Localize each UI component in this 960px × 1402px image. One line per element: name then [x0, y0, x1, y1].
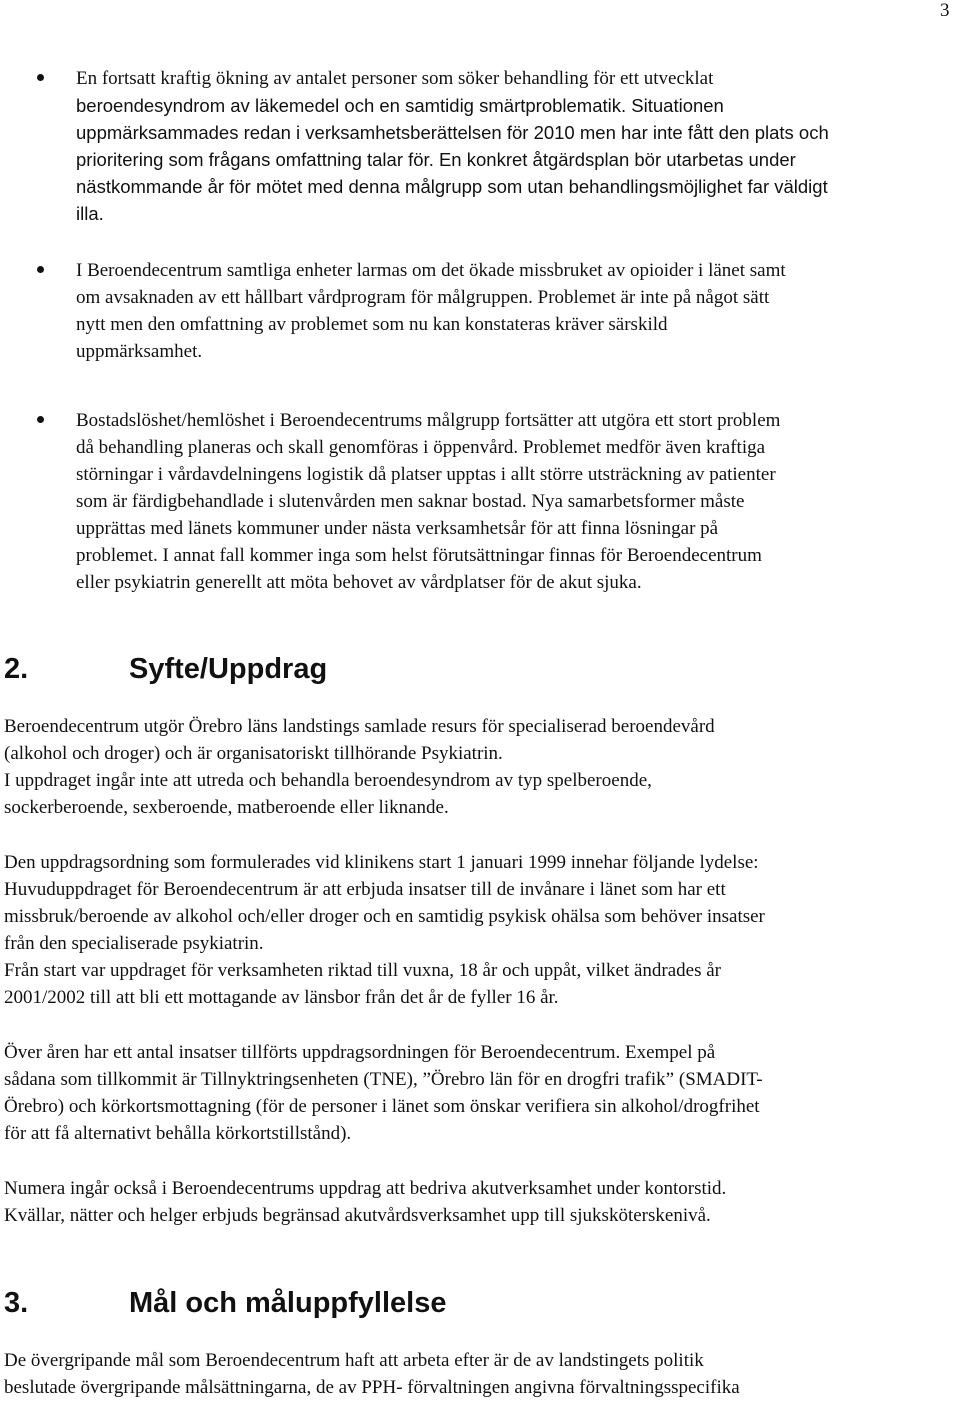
page-number: 3: [940, 0, 950, 21]
text-line: nytt men den omfattning av problemet som nu kan konstateras kräver särskild: [76, 314, 668, 335]
text-line: (alkohol och droger) och är organisatoriskt tillhörande Psykiatrin.: [4, 743, 503, 764]
text-line: Från start var uppdraget för verksamheten riktad till vuxna, 18 år och uppåt, vilket ändrades år: [4, 960, 722, 981]
text-line: illa.: [76, 203, 104, 224]
text-line: beslutade övergripande målsättningarna, de av PPH- förvaltningen angivna förvaltningsspecifika: [4, 1377, 740, 1398]
bullet-marker-icon: [37, 416, 44, 423]
text-line: Huvuduppdraget för Beroendecentrum är att erbjuda insatser till de invånare i länet som har ett: [4, 879, 726, 900]
text-line: sockerberoende, sexberoende, matberoende eller liknande.: [4, 797, 449, 818]
text-line: En fortsatt kraftig ökning av antalet personer som söker behandling för ett utvecklat: [76, 68, 714, 89]
text-line: Beroendecentrum utgör Örebro läns landstings samlade resurs för specialiserad beroendevård: [4, 716, 715, 737]
bullet-marker-icon: [37, 74, 44, 81]
text-line: eller psykiatrin generellt att möta behovet av vårdplatser för de akut sjuka.: [76, 572, 642, 593]
section-number: 3.: [4, 1287, 29, 1319]
text-line: De övergripande mål som Beroendecentrum haft att arbeta efter är de av landstingets politik: [4, 1350, 704, 1371]
text-line: störningar i vårdavdelningens logistik då platser upptas i allt större utsträckning av patienter: [76, 464, 776, 485]
text-line: problemet. I annat fall kommer inga som helst förutsättningar finnas för Beroendecentrum: [76, 545, 762, 566]
text-line: uppmärksammades redan i verksamhetsberättelsen för 2010 men har inte fått den plats och: [76, 122, 829, 143]
section-title: Mål och måluppfyllelse: [129, 1287, 447, 1319]
text-line: I Beroendecentrum samtliga enheter larmas om det ökade missbruket av opioider i länet samt: [76, 260, 786, 281]
text-line: upprättas med länets kommuner under nästa verksamhetsår för att finna lösningar på: [76, 518, 719, 539]
text-line: Örebro) och körkortsmottagning (för de personer i länet som önskar verifiera sin alkohol/drogfrihet: [4, 1096, 760, 1117]
text-line: då behandling planeras och skall genomföras i öppenvård. Problemet medför även kraftiga: [76, 437, 766, 458]
section-heading: [4, 1286, 604, 1320]
text-line: I uppdraget ingår inte att utreda och behandla beroendesyndrom av typ spelberoende,: [4, 770, 652, 791]
text-line: som är färdigbehandlade i slutenvården men saknar bostad. Nya samarbetsformer måste: [76, 491, 745, 512]
text-line: från den specialiserade psykiatrin.: [4, 933, 264, 954]
text-line: uppmärksamhet.: [76, 341, 203, 362]
text-line: Bostadslöshet/hemlöshet i Beroendecentrums målgrupp fortsätter att utgöra ett stort problem: [76, 410, 781, 431]
bullet-marker-icon: [37, 266, 44, 273]
text-line: missbruk/beroende av alkohol och/eller droger och en samtidig psykisk ohälsa som behöver insatser: [4, 906, 765, 927]
section-number: 2.: [4, 653, 29, 685]
section-title: Syfte/Uppdrag: [129, 653, 328, 685]
text-line: Den uppdragsordning som formulerades vid klinikens start 1 januari 1999 innehar följande lydelse:: [4, 852, 759, 873]
text-line: prioritering som frågans omfattning talar för. En konkret åtgärdsplan bör utarbetas under: [76, 149, 796, 170]
text-line: sådana som tillkommit är Tillnyktringsenheten (TNE), ”Örebro län för en drogfri trafik” (SMADIT-: [4, 1069, 763, 1090]
text-line: Över åren har ett antal insatser tillförts uppdragsordningen för Beroendecentrum. Exempel på: [4, 1042, 716, 1063]
text-line: om avsaknaden av ett hållbart vårdprogram för målgruppen. Problemet är inte på något sätt: [76, 287, 770, 308]
text-line: nästkommande år för mötet med denna målgrupp som utan behandlingsmöjlighet far väldigt: [76, 176, 828, 197]
text-line: beroendesyndrom av läkemedel och en samtidig smärtproblematik. Situationen: [76, 95, 724, 116]
text-line: Numera ingår också i Beroendecentrums uppdrag att bedriva akutverksamhet under kontorstid.: [4, 1178, 727, 1199]
text-line: 2001/2002 till att bli ett mottagande av länsbor från det år de fyller 16 år.: [4, 987, 559, 1008]
text-line: Kvällar, nätter och helger erbjuds begränsad akutvårdsverksamhet upp till sjuksköterskenivå.: [4, 1205, 711, 1226]
text-line: för att få alternativt behålla körkortstillstånd).: [4, 1123, 352, 1144]
section-heading: [4, 652, 504, 686]
